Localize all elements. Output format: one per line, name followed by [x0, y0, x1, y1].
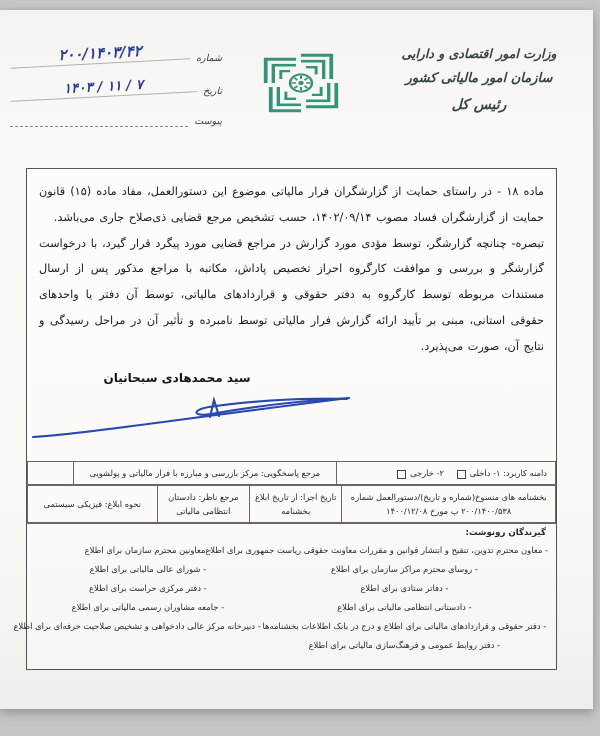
reference-block	[10, 30, 222, 138]
letter-page	[0, 10, 593, 709]
info-table-row2	[27, 485, 556, 523]
emblem-container	[246, 30, 356, 138]
body-text	[27, 169, 556, 359]
empty-cell	[28, 462, 74, 485]
date-value: ۱۴۰۳ / ۱۱ / ۷	[10, 74, 198, 102]
superseded-ref: ۲۰۰/۱۴۰۰/۵۳۸ پ مورخ ۱۴۰۰/۱۲/۰۸	[386, 506, 512, 517]
note-paragraph: تبصره- چنانچه گزارشگر، توسط مؤدی مورد گزارش در مراجع قضایی مورد پیگرد قرار گیرد، با درخواست گزارشگر و بررسی و موافقت کارگروه احراز تخصیص پاداش، مکاتبه با مراجع مذکور پس از ارسال مستندات مربوطه توسط کارگروه به دفتر حقوقی و قراردادهای مالیاتی، توسط آن دفتر یا واحدهای حقوقی استانی، مبنی بر تأیید ارائه گزارش فرار مالیاتی توسط نامبرده و تأثیر آن در مراحل رسیدگی و نتایج آن، صورت می‌پذیرد.	[39, 236, 544, 353]
document-box	[13, 168, 557, 670]
checkbox-foreign-icon	[397, 470, 406, 479]
list-item: - شورای عالی مالیاتی برای اطلاع	[89, 564, 207, 575]
signer-name: سید محمدهادی سبحانیان	[103, 371, 251, 386]
article-18-paragraph: ماده ۱۸ - در راستای حمایت از گزارشگران فرار مالیاتی موضوع این دستورالعمل، مفاد ماده (۱۵) قانون حمایت از گزارشگران فساد مصوب ۱۴۰۲/۰۹/۱۴، حسب تشخیص مرجع قضایی ذی‌صلاح جاری می‌باشد.	[39, 185, 544, 224]
ministry-title: وزارت امور اقتصادی و دارایی	[401, 46, 557, 61]
number-label: شماره	[196, 53, 222, 64]
superseded-title: بخشنامه های منسوخ(شماره و تاریخ)/دستورالعمل شماره	[350, 491, 547, 502]
list-item: - معاونین محترم سازمان برای اطلاع	[84, 545, 212, 556]
list-item: - دفتر حقوقی و قراردادهای مالیاتی برای اطلاع و درج در بانک اطلاعات بخشنامه‌ها	[262, 621, 547, 632]
list-item: - دفتر روابط عمومی و فرهنگ‌سازی مالیاتی برای اطلاع	[308, 640, 501, 651]
tax-administration-emblem-icon	[259, 50, 343, 116]
date-label: تاریخ	[203, 86, 222, 97]
attachment-blank-line	[10, 112, 188, 127]
recipients-right-column	[205, 541, 548, 655]
date-row	[10, 76, 222, 98]
list-item: - دادستانی انتظامی مالیاتی برای اطلاع	[337, 602, 472, 613]
list-item: - معاون محترم تدوین، تنقیح و انتشار قوانین و مقررات معاونت حقوقی ریاست جمهوری برای اطلاع	[205, 545, 548, 556]
supervisor-cell: مرجع ناظر: دادستان انتظامی مالیاتی	[157, 486, 249, 523]
recipients-columns	[13, 541, 548, 655]
applicability-cell	[336, 462, 555, 485]
recipients-section	[13, 523, 556, 669]
superseded-cell	[342, 486, 556, 523]
info-table-row1	[27, 461, 556, 485]
number-value: ۲۰۰/۱۴۰۳/۴۲	[10, 39, 191, 68]
table-row	[28, 462, 556, 485]
execution-date-cell: تاریخ اجرا: از تاریخ ابلاغ بخشنامه	[250, 486, 342, 523]
notification-method-cell: نحوه ابلاغ: فیزیکی سیستمی	[28, 486, 158, 523]
organization-title: سازمان امور مالیاتی کشور	[405, 71, 553, 87]
table-row	[28, 486, 556, 523]
attachment-row	[10, 112, 222, 127]
scope-label: دامنه کاربرد:	[503, 468, 547, 479]
attachment-label: پیوست	[194, 116, 222, 127]
list-item: - روسای محترم مراکز سازمان برای اطلاع	[330, 564, 478, 575]
letterhead	[0, 10, 593, 138]
list-item: - دبیرخانه مرکز عالی دادخواهی و تشخیص صلاحیت حرفه‌ای برای اطلاع	[13, 621, 261, 632]
head-title: رئیس کل	[451, 96, 507, 113]
letterhead-titles	[379, 30, 579, 138]
scope-option-foreign: ۲- خارجی	[410, 468, 444, 479]
recipients-left-column	[13, 541, 261, 655]
list-item: - دفاتر ستادی برای اطلاع	[360, 583, 449, 594]
list-item: - دفتر مرکزی حراست برای اطلاع	[89, 583, 207, 594]
handwritten-signature-icon	[31, 385, 351, 445]
checkbox-domestic-icon	[457, 470, 466, 479]
recipients-label: گیرندگان رونوشت:	[465, 528, 546, 539]
signature-block	[27, 359, 556, 461]
list-item: - جامعه مشاوران رسمی مالیاتی برای اطلاع	[71, 602, 225, 613]
responder-cell: مرجع پاسخگویی: مرکز بازرسی و مبارزه با فرار مالیاتی و پولشویی	[73, 462, 336, 485]
number-row	[10, 41, 222, 65]
scope-option-domestic: ۱- داخلی	[469, 468, 501, 479]
